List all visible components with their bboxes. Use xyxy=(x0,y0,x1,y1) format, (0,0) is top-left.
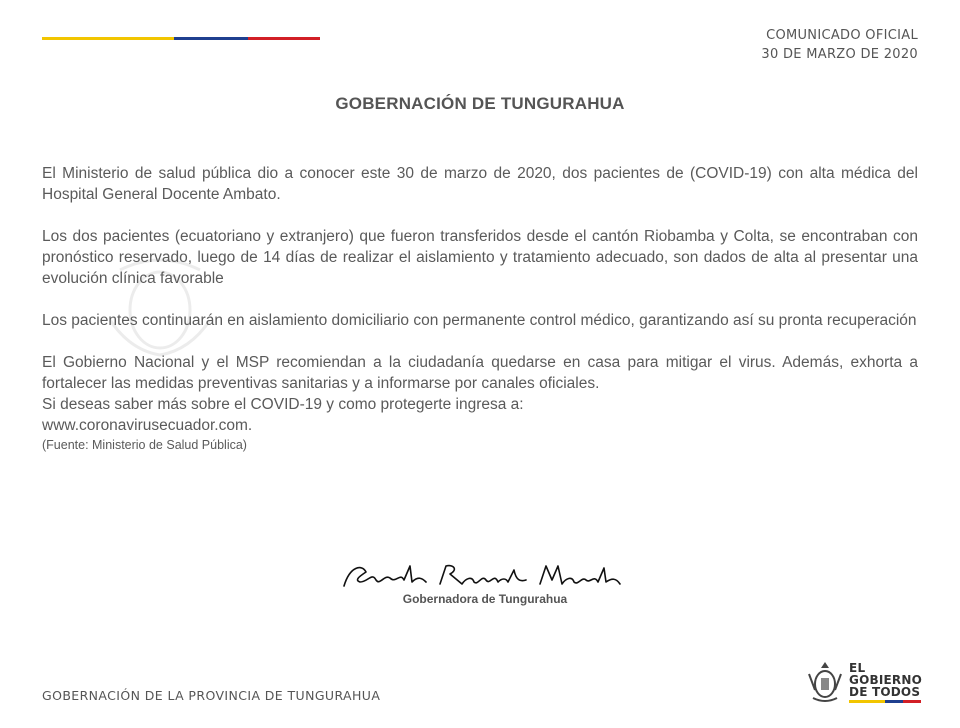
flag-stripe-red xyxy=(248,37,320,40)
logo-line-2: GOBIERNO xyxy=(849,672,922,687)
paragraph-4: El Gobierno Nacional y el MSP recomiendan a la ciudadanía quedarse en casa para mitigar el virus. Además, exhorta a fortalecer las medidas preventivas sanitarias y a informarse por canales oficiales. xyxy=(42,354,918,392)
signature-block xyxy=(330,560,640,606)
government-logo xyxy=(807,660,922,704)
logo-line-1: EL xyxy=(849,660,866,675)
header-date: 30 DE MARZO DE 2020 xyxy=(761,47,918,62)
signature-image xyxy=(340,560,630,592)
logo-flag-yellow xyxy=(849,700,885,703)
header-communique xyxy=(761,26,918,64)
paragraph-1: El Ministerio de salud pública dio a conocer este 30 de marzo de 2020, dos pacientes de (COVID-19) con alta médica del Hospital General Docente Ambato. xyxy=(42,165,918,203)
paragraph-5: Si deseas saber más sobre el COVID-19 y como protegerte ingresa a: xyxy=(42,396,524,413)
footer-province: GOBERNACIÓN DE LA PROVINCIA DE TUNGURAHUA xyxy=(42,688,381,703)
source-note: (Fuente: Ministerio de Salud Pública) xyxy=(42,438,247,452)
logo-flag xyxy=(849,700,921,703)
paragraph-2: Los dos pacientes (ecuatoriano y extranjero) que fueron transferidos desde el cantón Riobamba y Colta, se encontraban con pronóstico reservado, luego de 14 días de realizar el aislamiento y tratamiento adecuado, son dados de alta al presentar una evolución clínica favorable xyxy=(42,228,918,287)
paragraph-3: Los pacientes continuarán en aislamiento domiciliario con permanente control médico, garantizando así su pronta recuperación xyxy=(42,312,917,329)
document-title: GOBERNACIÓN DE TUNGURAHUA xyxy=(335,94,625,113)
flag-stripe-blue xyxy=(174,37,248,40)
flag-stripe-yellow xyxy=(42,37,174,40)
signatory-role: Gobernadora de Tungurahua xyxy=(402,592,568,606)
document-body xyxy=(42,163,918,454)
logo-line-3: DE TODOS xyxy=(849,684,921,699)
crest-icon xyxy=(807,660,843,704)
flag-stripe xyxy=(42,37,320,40)
url-link[interactable]: www.coronavirusecuador.com. xyxy=(42,417,253,434)
logo-flag-red xyxy=(903,700,921,703)
header-label: COMUNICADO OFICIAL xyxy=(766,28,918,43)
logo-flag-blue xyxy=(885,700,903,703)
